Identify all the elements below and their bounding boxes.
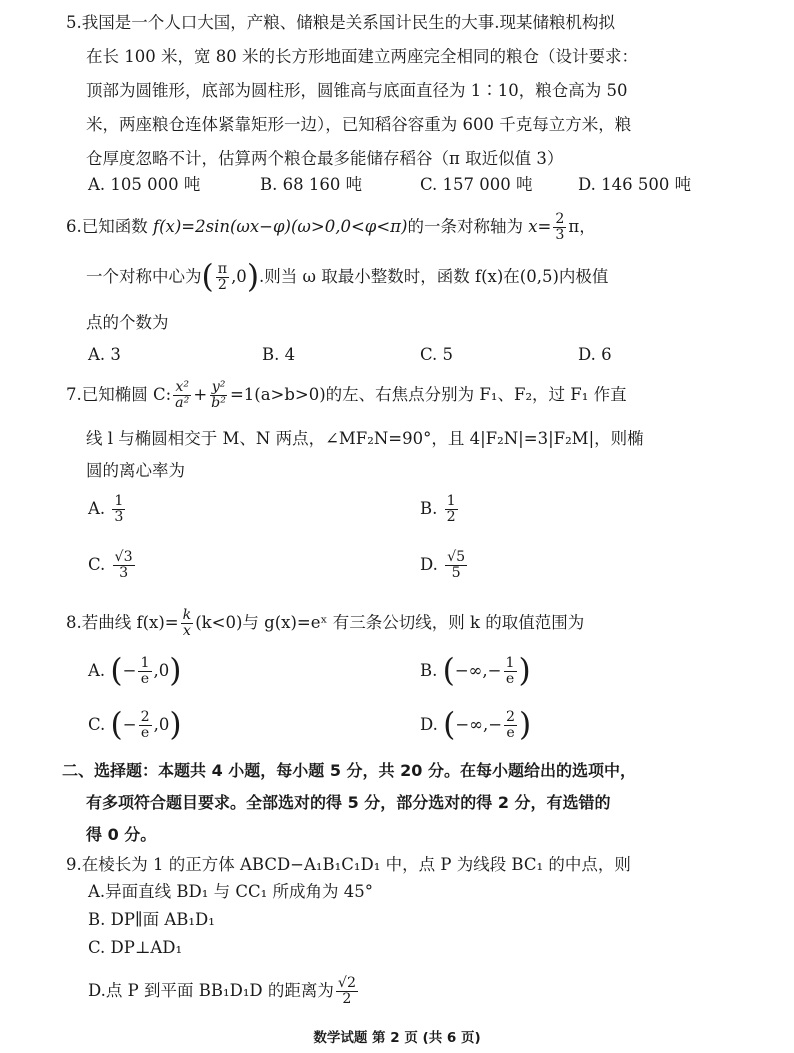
left-paren: ( [110,707,123,743]
q8-option-a-pre: − [122,661,137,681]
q8-k-fraction [181,608,194,639]
q7-line-1-rest: =1(a>b>0)的左、右焦点分别为 F₁、F₂，过 F₁ 作直 [229,384,627,404]
q6-line-3: 点的个数为 [86,313,169,332]
q8-option-b-num: 1 [505,655,515,672]
q7-x-num: x² [175,379,190,395]
q8-line-1 [66,608,584,639]
q6-center-fraction [216,262,229,293]
q6-pi: π， [568,216,596,236]
q5-option-b[interactable]: B. 68 160 吨 [260,175,363,194]
q7-plus: + [193,384,208,404]
q7-option-b-den: 2 [446,508,456,525]
q8-option-d-label: D. [420,715,438,735]
q7-option-c-fraction [113,550,135,581]
q7-y-den: b² [211,394,226,411]
left-paren: ( [442,653,455,689]
right-paren: ) [246,259,260,295]
q7-option-a-num: 1 [114,493,124,509]
q6-line-2 [86,259,609,295]
q8-k-den: x [182,622,191,639]
q8-option-d-den: e [506,725,515,742]
q8-option-a-den: e [140,671,150,688]
left-paren: ( [110,653,123,689]
q5-option-a[interactable]: A. 105 000 吨 [88,175,201,194]
right-paren: ) [519,707,532,743]
q7-y-num: y² [211,379,226,395]
q8-option-a[interactable] [88,653,182,689]
q9-option-d-fraction [336,976,358,1007]
q7-x-den: a² [175,394,190,411]
q6-option-d[interactable]: D. 6 [578,345,612,364]
q8-option-b-fraction [504,656,517,687]
right-paren: ) [169,653,182,689]
q7-option-a-fraction [112,494,125,525]
q7-line-1 [66,380,627,411]
q6-center-den: 2 [217,277,227,294]
q6-option-b[interactable]: B. 4 [262,345,296,364]
q9-option-d-den: 2 [342,990,352,1007]
q7-lead: 7.已知椭圆 C: [66,384,172,404]
q8-option-b[interactable] [420,653,531,689]
q8-option-d-num: 2 [506,709,516,726]
q8-option-c-pre: − [122,715,137,735]
left-paren: ( [201,259,214,295]
q8-option-b-pre: −∞,− [454,661,502,681]
q8-option-a-fraction [138,656,151,687]
q8-option-d-fraction [504,710,517,741]
q7-option-c-num: √3 [114,549,133,565]
section2-line-2: 有多项符合题目要求。全部选对的得 5 分，部分选对的得 2 分，有选错的 [86,793,611,812]
q6-function: f(x)=2sin(ωx−φ)(ω>0,0<φ<π) [153,216,408,236]
q6-center-text: 一个对称中心为 [86,267,202,287]
q8-option-a-label: A. [88,661,106,681]
q6-line-1 [66,212,596,243]
q7-x-fraction [173,380,191,411]
right-paren: ) [518,653,531,689]
q9-option-d[interactable] [88,976,360,1007]
q5-option-d[interactable]: D. 146 500 吨 [578,175,692,194]
q8-option-a-post: ,0 [153,661,170,681]
left-paren: ( [443,707,456,743]
section2-line-3: 得 0 分。 [86,825,157,844]
q6-axis-num: 2 [555,211,565,227]
q7-option-c[interactable] [88,550,137,581]
q8-option-d-pre: −∞,− [455,715,503,735]
q7-option-b-label: B. [420,498,438,518]
q7-option-a-den: 3 [114,508,124,525]
q8-line-1-rest: (k<0)与 g(x)=eˣ 有三条公切线，则 k 的取值范围为 [195,612,585,632]
q8-option-d[interactable] [420,707,532,743]
q8-option-c-label: C. [88,715,106,735]
q9-option-b[interactable]: B. DP∥面 AB₁D₁ [88,910,215,929]
q9-option-a[interactable]: A.异面直线 BD₁ 与 CC₁ 所成角为 45° [88,882,373,901]
q7-line-3: 圆的离心率为 [86,461,185,480]
q8-lead: 8.若曲线 f(x)= [66,612,179,632]
q8-option-c-den: e [140,725,150,742]
q7-option-b-num: 1 [446,493,456,509]
q7-option-d-label: D. [420,554,438,574]
q6-center-zero: ,0 [231,267,247,287]
q6-option-a[interactable]: A. 3 [88,345,121,364]
q5-line-3: 顶部为圆锥形，底部为圆柱形，圆锥高与底面直径为 1∶10，粮仓高为 50 [86,81,628,100]
q8-option-b-den: e [505,671,515,688]
q7-option-b-fraction [445,494,458,525]
q7-option-d-fraction [445,550,467,581]
q7-option-a[interactable] [88,494,127,525]
q9-option-c[interactable]: C. DP⊥AD₁ [88,938,183,957]
q5-line-5: 仓厚度忽略不计，估算两个粮仓最多能储存稻谷（π 取近似值 3） [86,149,564,168]
q7-option-b[interactable] [420,494,460,525]
q7-option-d[interactable] [420,550,469,581]
q7-option-c-den: 3 [119,564,129,581]
q6-center-num: π [217,261,228,278]
q9-option-d-text: D.点 P 到平面 BB₁D₁D 的距离为 [88,980,334,1000]
q7-option-a-label: A. [88,498,106,518]
q8-option-c-num: 2 [140,709,150,726]
q6-axis-fraction [553,212,566,243]
q9-stem: 9.在棱长为 1 的正方体 ABCD−A₁B₁C₁D₁ 中，点 P 为线段 BC₁ 的中点，则 [66,855,631,874]
q5-option-c[interactable]: C. 157 000 吨 [420,175,533,194]
q9-option-d-num: √2 [337,975,356,991]
q7-option-c-label: C. [88,554,106,574]
q6-lead: 6.已知函数 [66,216,153,236]
q7-line-2: 线 l 与椭圆相交于 M、N 两点，∠MF₂N=90°，且 4|F₂N|=3|F₂M|，则椭 [86,429,644,448]
right-paren: ) [169,707,182,743]
q6-option-c[interactable]: C. 5 [420,345,454,364]
q8-k-num: k [182,607,192,623]
section2-line-1: 二、选择题：本题共 4 小题，每小题 5 分，共 20 分。在每小题给出的选项中， [62,761,636,780]
q8-option-a-num: 1 [140,655,150,672]
q7-y-fraction [209,380,228,411]
q7-option-d-den: 5 [451,564,461,581]
q6-axis-text: 的一条对称轴为 [407,216,529,236]
q6-x-eq: x= [528,216,552,236]
page-footer: 数学试题 第 2 页 (共 6 页) [313,1030,481,1046]
q8-option-c-fraction [139,710,152,741]
q5-line-1: 5.我国是一个人口大国，产粮、储粮是关系国计民生的大事.现某储粮机构拟 [66,13,615,32]
q8-option-c[interactable] [88,707,182,743]
q5-line-4: 米，两座粮仓连体紧靠矩形一边），已知稻谷容重为 600 千克每立方米，粮 [86,115,632,134]
q8-option-b-label: B. [420,661,438,681]
q6-line-2-rest: .则当 ω 取最小整数时，函数 f(x)在(0,5)内极值 [259,267,609,287]
q8-option-c-post: ,0 [153,715,170,735]
q5-line-2: 在长 100 米，宽 80 米的长方形地面建立两座完全相同的粮仓（设计要求： [86,47,638,66]
q7-option-d-num: √5 [447,549,466,565]
q6-axis-den: 3 [555,226,565,243]
